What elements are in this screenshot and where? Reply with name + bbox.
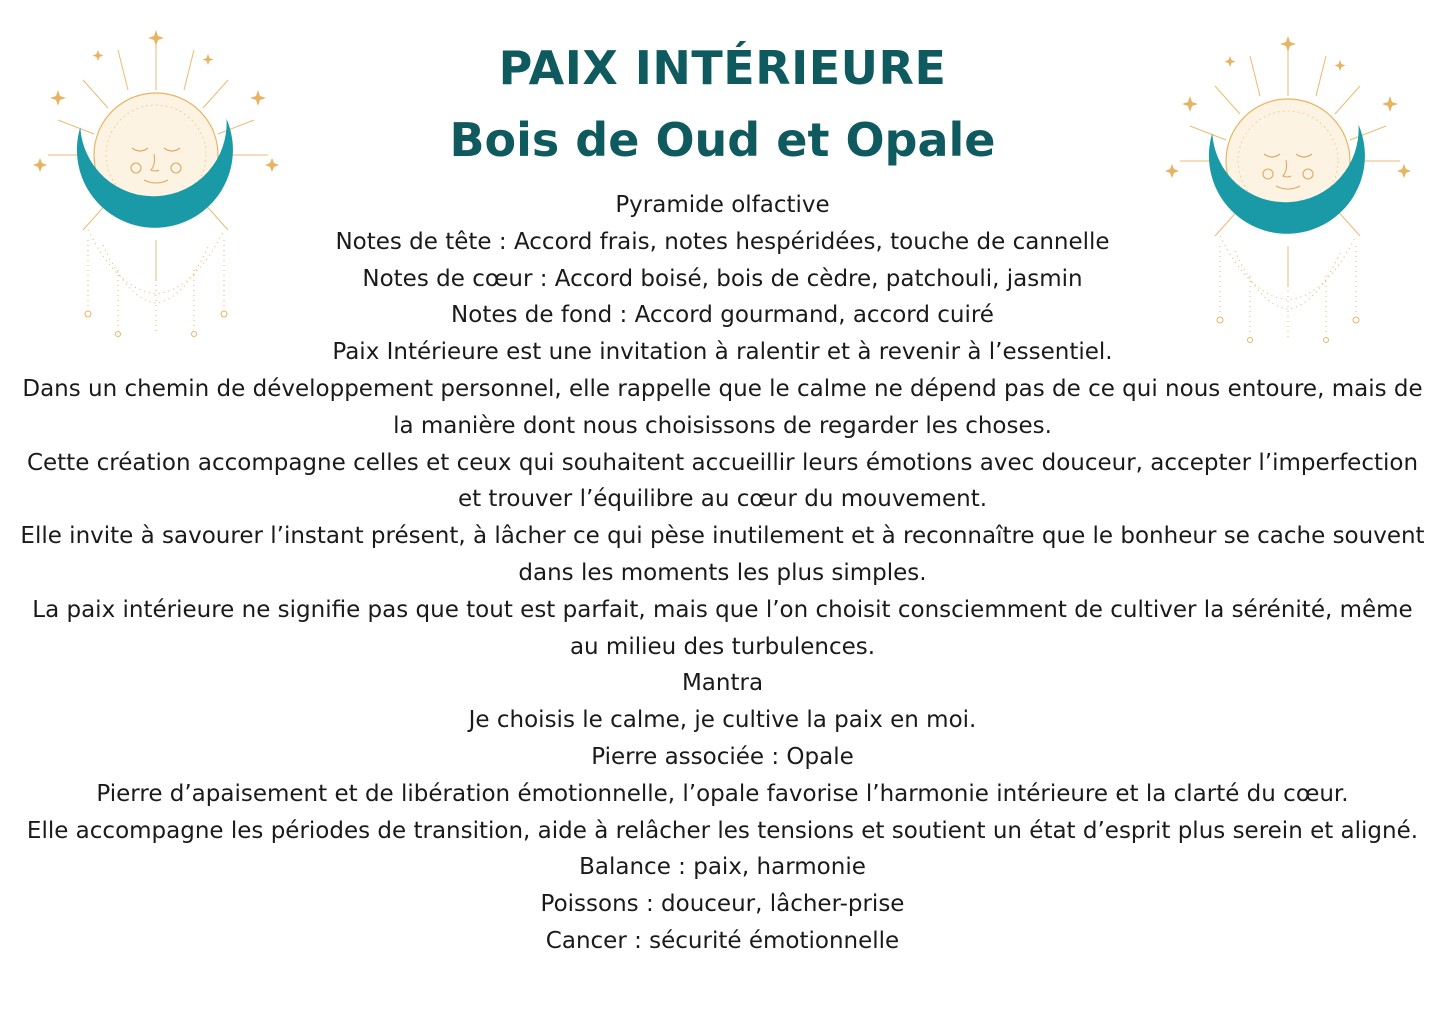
zodiac-poissons: Poissons : douceur, lâcher-prise	[540, 891, 905, 918]
paragraph: Cette création accompagne celles et ceux qui souhaitent accueillir leurs émotions avec douceur, accepter l’imperfection et trouver l’équilibre au cœur du mouvement.	[26, 449, 1419, 513]
paragraph: Dans un chemin de développement personnel, elle rappelle que le calme ne dépend pas de ce qui nous entoure, mais de la manière dont nous choisissons de regarder les choses.	[22, 375, 1423, 439]
zodiac-balance: Balance : paix, harmonie	[579, 854, 866, 881]
page-title: PAIX INTÉRIEURE	[498, 41, 947, 95]
zodiac-cancer: Cancer : sécurité émotionnelle	[545, 927, 900, 954]
paragraph-intro: Paix Intérieure est une invitation à ralentir et à revenir à l’essentiel.	[332, 339, 1113, 366]
base-notes: Notes de fond : Accord gourmand, accord cuiré	[451, 302, 994, 329]
stone-heading: Pierre associée : Opale	[591, 743, 854, 770]
section-heading-pyramid: Pyramide olfactive	[615, 192, 830, 218]
paragraph: Elle invite à savourer l’instant présent, à lâcher ce qui pèse inutilement et à reconnaître que le bonheur se cache souvent dans les moments les plus simples.	[20, 523, 1425, 586]
heart-notes: Notes de cœur : Accord boisé, bois de cèdre, patchouli, jasmin	[362, 265, 1083, 292]
page-subtitle: Bois de Oud et Opale	[449, 113, 996, 167]
stone-description: Pierre d’apaisement et de libération émotionnelle, l’opale favorise l’harmonie intérieure et la clarté du cœur.	[96, 780, 1349, 807]
stone-description: Elle accompagne les périodes de transition, aide à relâcher les tensions et soutient un état d’esprit plus serein et aligné.	[26, 817, 1419, 844]
description-block	[20, 187, 1425, 960]
section-heading-mantra: Mantra	[681, 670, 764, 697]
top-notes: Notes de tête : Accord frais, notes hespéridées, touche de cannelle	[335, 228, 1110, 255]
mantra-text: Je choisis le calme, je cultive la paix en moi.	[468, 707, 977, 734]
paragraph: La paix intérieure ne signifie pas que tout est parfait, mais que l’on choisit consciemment de cultiver la sérénité, même au milieu des turbulences.	[32, 596, 1413, 660]
